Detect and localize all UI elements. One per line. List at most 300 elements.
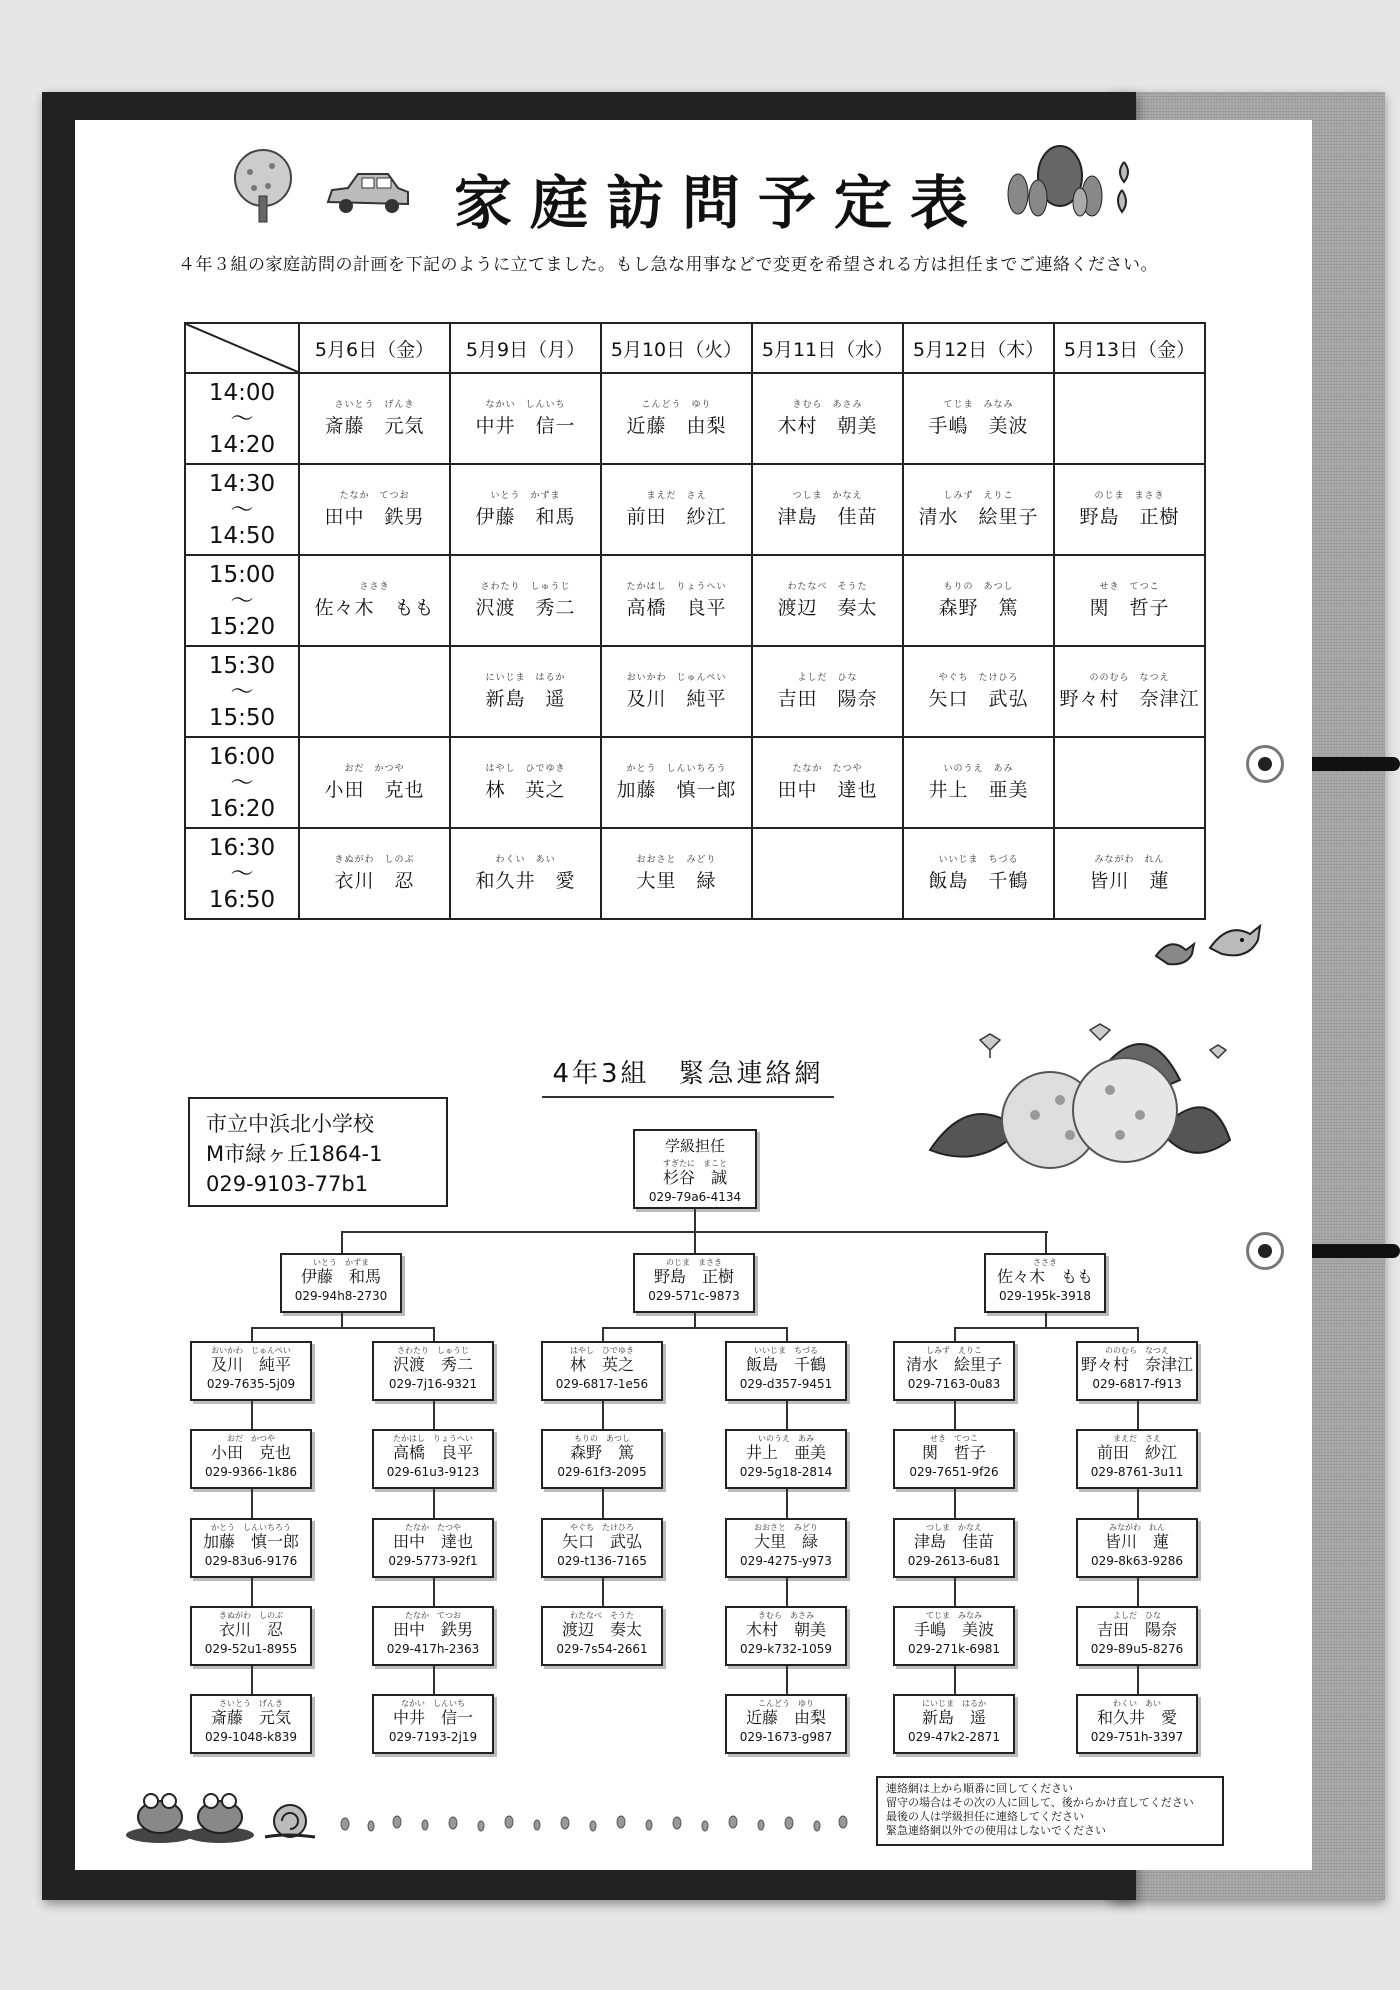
note-line: 最後の人は学級担任に連絡してください bbox=[886, 1810, 1084, 1823]
date-header: 5月11日（水） bbox=[752, 323, 903, 373]
contact-name: 伊藤 和馬 bbox=[300, 1267, 381, 1286]
contact-name: 加藤 慎一郎 bbox=[202, 1532, 299, 1551]
visit-cell bbox=[752, 646, 903, 737]
connector-line bbox=[1045, 1313, 1047, 1327]
visit-cell bbox=[752, 555, 903, 646]
contact-furigana: なかい しんいち bbox=[401, 1699, 465, 1708]
student-furigana: ささき bbox=[359, 581, 390, 592]
student-entry bbox=[777, 491, 877, 529]
contact-furigana: わたなべ そうた bbox=[570, 1611, 634, 1620]
student-entry bbox=[777, 582, 877, 620]
connector-line bbox=[786, 1489, 788, 1518]
contact-name: 渡辺 奏太 bbox=[561, 1620, 642, 1639]
contact-furigana: つしま かなえ bbox=[926, 1523, 982, 1532]
note-line: 連絡網は上から順番に回してください bbox=[886, 1782, 1073, 1795]
contact-name: 沢渡 秀二 bbox=[392, 1355, 473, 1374]
student-entry bbox=[324, 491, 424, 529]
contact-card bbox=[893, 1518, 1015, 1578]
contact-name: 衣川 忍 bbox=[218, 1620, 283, 1639]
contact-phone: 029-47k2-2871 bbox=[908, 1730, 1000, 1744]
binder-ring-top bbox=[1246, 745, 1284, 783]
visit-cell bbox=[752, 828, 903, 919]
time-slot bbox=[185, 828, 299, 919]
contact-furigana: せき てつこ bbox=[930, 1434, 978, 1443]
contact-phone: 029-6817-1e56 bbox=[555, 1377, 649, 1391]
visit-cell bbox=[450, 646, 601, 737]
frogs-snail-icon bbox=[125, 1765, 325, 1845]
contact-phone: 029-4275-y973 bbox=[740, 1554, 832, 1568]
student-furigana: つしま かなえ bbox=[792, 490, 863, 501]
time-slot-row bbox=[185, 373, 1205, 464]
student-entry bbox=[1089, 855, 1169, 893]
contact-name: 前田 紗江 bbox=[1096, 1443, 1177, 1462]
contact-furigana: てじま みなみ bbox=[926, 1611, 982, 1620]
connector-line bbox=[1137, 1578, 1139, 1606]
student-furigana: きむら あさみ bbox=[792, 399, 863, 410]
student-furigana: さわたり しゅうじ bbox=[480, 581, 571, 592]
forest-icon bbox=[1000, 142, 1140, 226]
contact-card bbox=[725, 1694, 847, 1754]
contact-phone: 029-94h8-2730 bbox=[294, 1289, 388, 1303]
contact-card bbox=[280, 1253, 402, 1313]
contact-card bbox=[541, 1429, 663, 1489]
visit-cell bbox=[601, 737, 752, 828]
date-header: 5月6日（金） bbox=[299, 323, 450, 373]
contact-card bbox=[541, 1341, 663, 1401]
student-entry bbox=[324, 400, 424, 438]
contact-card bbox=[541, 1606, 663, 1666]
student-entry bbox=[777, 764, 877, 802]
contact-card bbox=[190, 1341, 312, 1401]
contact-card bbox=[1076, 1518, 1198, 1578]
contact-phone: 029-751h-3397 bbox=[1090, 1730, 1184, 1744]
network-title: 4年3組 緊急連絡網 bbox=[542, 1053, 834, 1098]
visit-cell bbox=[752, 737, 903, 828]
time-end: 16:50 bbox=[208, 886, 276, 913]
contact-phone: 029-t136-7165 bbox=[557, 1554, 647, 1568]
contact-phone: 029-7163-0u83 bbox=[907, 1377, 1001, 1391]
connector-line bbox=[954, 1666, 956, 1694]
time-tilde: ～ bbox=[230, 496, 254, 523]
student-furigana: おだ かつや bbox=[344, 763, 405, 774]
student-entry bbox=[314, 582, 434, 620]
student-entry bbox=[334, 855, 414, 893]
connector-line bbox=[1137, 1666, 1139, 1694]
contact-phone: 029-5g18-2814 bbox=[739, 1465, 833, 1479]
connector-line bbox=[786, 1666, 788, 1694]
contact-furigana: こんどう ゆり bbox=[758, 1699, 814, 1708]
student-furigana: にいじま はるか bbox=[485, 672, 566, 683]
student-entry bbox=[485, 673, 565, 711]
student-name: 手嶋 美波 bbox=[928, 414, 1029, 437]
contact-card bbox=[1076, 1429, 1198, 1489]
contact-phone: 029-5773-92f1 bbox=[388, 1554, 478, 1568]
student-name: 衣川 忍 bbox=[334, 869, 415, 892]
time-slot-row bbox=[185, 555, 1205, 646]
visit-cell bbox=[752, 373, 903, 464]
contact-furigana: すぎたに まこと bbox=[663, 1159, 727, 1168]
student-entry bbox=[938, 582, 1018, 620]
contact-furigana: よしだ ひな bbox=[1113, 1611, 1161, 1620]
time-start: 16:00 bbox=[208, 743, 276, 770]
school-address: M市緑ヶ丘1864-1 bbox=[206, 1142, 383, 1166]
student-entry bbox=[928, 400, 1028, 438]
date-header-row bbox=[185, 323, 1205, 373]
contact-card bbox=[541, 1518, 663, 1578]
student-entry bbox=[626, 582, 726, 620]
student-entry bbox=[475, 400, 575, 438]
student-name: 沢渡 秀二 bbox=[475, 596, 576, 619]
contact-phone: 029-d357-9451 bbox=[739, 1377, 833, 1391]
contact-card bbox=[372, 1429, 494, 1489]
time-slot bbox=[185, 373, 299, 464]
contact-name: 佐々木 もも bbox=[996, 1267, 1093, 1286]
student-entry bbox=[626, 491, 726, 529]
time-tilde: ～ bbox=[230, 769, 254, 796]
connector-line bbox=[1137, 1327, 1139, 1341]
contact-furigana: はやし ひでゆき bbox=[570, 1346, 634, 1355]
time-end: 16:20 bbox=[208, 795, 276, 822]
visit-cell bbox=[450, 737, 601, 828]
connector-line bbox=[602, 1401, 604, 1429]
contact-phone: 029-61u3-9123 bbox=[386, 1465, 480, 1479]
connector-line bbox=[251, 1327, 435, 1329]
contact-phone: 029-9366-1k86 bbox=[205, 1465, 297, 1479]
connector-line bbox=[602, 1327, 604, 1341]
contact-furigana: にいじま はるか bbox=[922, 1699, 986, 1708]
visit-cell bbox=[601, 646, 752, 737]
time-slot bbox=[185, 737, 299, 828]
student-name: 津島 佳苗 bbox=[777, 505, 878, 528]
student-furigana: たかはし りょうへい bbox=[626, 581, 727, 592]
student-name: 小田 克也 bbox=[324, 778, 425, 801]
contact-card bbox=[372, 1518, 494, 1578]
contact-furigana: かとう しんいちろう bbox=[211, 1523, 291, 1532]
visit-cell bbox=[1054, 828, 1205, 919]
visit-schedule-table bbox=[184, 322, 1206, 920]
time-slot-row bbox=[185, 464, 1205, 555]
contact-name: 森野 篤 bbox=[569, 1443, 634, 1462]
connector-line bbox=[1137, 1489, 1139, 1518]
visit-cell bbox=[450, 555, 601, 646]
visit-cell bbox=[299, 555, 450, 646]
connector-line bbox=[786, 1578, 788, 1606]
connector-line bbox=[786, 1327, 788, 1341]
tree-icon bbox=[228, 148, 298, 226]
contact-name: 近藤 由梨 bbox=[745, 1708, 826, 1727]
visit-cell bbox=[299, 464, 450, 555]
school-name: 市立中浜北小学校 bbox=[206, 1112, 374, 1136]
connector-line bbox=[1137, 1401, 1139, 1429]
connector-line bbox=[602, 1578, 604, 1606]
contact-furigana: たなか てつお bbox=[405, 1611, 461, 1620]
student-furigana: なかい しんいち bbox=[485, 399, 566, 410]
corner-diagonal bbox=[186, 324, 298, 372]
student-furigana: まえだ さえ bbox=[646, 490, 707, 501]
connector-line bbox=[433, 1489, 435, 1518]
student-name: 田中 達也 bbox=[777, 778, 878, 801]
contact-phone: 029-7635-5j09 bbox=[206, 1377, 296, 1391]
connector-line bbox=[954, 1327, 1139, 1329]
corner-cell bbox=[185, 323, 299, 373]
date-header: 5月10日（火） bbox=[601, 323, 752, 373]
student-furigana: かとう しんいちろう bbox=[626, 763, 727, 774]
contact-card bbox=[190, 1518, 312, 1578]
contact-furigana: ののむら なつえ bbox=[1105, 1346, 1169, 1355]
connector-line bbox=[694, 1313, 696, 1327]
contact-name: 清水 絵里子 bbox=[905, 1355, 1002, 1374]
connector-line bbox=[251, 1327, 253, 1341]
visit-cell bbox=[903, 646, 1054, 737]
connector-line bbox=[251, 1489, 253, 1518]
contact-card bbox=[725, 1341, 847, 1401]
contact-card bbox=[372, 1341, 494, 1401]
time-tilde: ～ bbox=[230, 860, 254, 887]
student-entry bbox=[928, 673, 1028, 711]
student-name: 佐々木 もも bbox=[314, 596, 435, 619]
student-name: 中井 信一 bbox=[475, 414, 576, 437]
visit-cell bbox=[299, 737, 450, 828]
student-furigana: みながわ れん bbox=[1094, 854, 1165, 865]
hydrangea-icon bbox=[910, 1020, 1240, 1200]
contact-phone: 029-7651-9f26 bbox=[909, 1465, 999, 1479]
student-furigana: わたなべ そうた bbox=[787, 581, 868, 592]
student-entry bbox=[928, 855, 1028, 893]
connector-line bbox=[786, 1401, 788, 1429]
student-entry bbox=[777, 400, 877, 438]
contact-card bbox=[984, 1253, 1106, 1313]
contact-name: 斎藤 元気 bbox=[210, 1708, 291, 1727]
student-name: 大里 緑 bbox=[636, 869, 717, 892]
student-name: 吉田 陽奈 bbox=[777, 687, 878, 710]
student-name: 清水 絵里子 bbox=[918, 505, 1039, 528]
contact-card bbox=[633, 1253, 755, 1313]
time-start: 16:30 bbox=[208, 834, 276, 861]
contact-role: 学級担任 bbox=[664, 1137, 725, 1155]
contact-card bbox=[1076, 1606, 1198, 1666]
visit-cell bbox=[450, 373, 601, 464]
student-entry bbox=[1089, 582, 1169, 620]
contact-furigana: みながわ れん bbox=[1109, 1523, 1165, 1532]
contact-card bbox=[893, 1429, 1015, 1489]
contact-name: 野々村 奈津江 bbox=[1080, 1355, 1193, 1374]
contact-name: 杉谷 誠 bbox=[662, 1168, 727, 1187]
connector-line bbox=[433, 1401, 435, 1429]
visit-cell bbox=[903, 737, 1054, 828]
contact-furigana: まえだ さえ bbox=[1113, 1434, 1161, 1443]
connector-line bbox=[1045, 1231, 1047, 1253]
student-name: 伊藤 和馬 bbox=[475, 505, 576, 528]
time-tilde: ～ bbox=[230, 678, 254, 705]
date-header: 5月12日（木） bbox=[903, 323, 1054, 373]
connector-line bbox=[954, 1327, 956, 1341]
student-furigana: ののむら なつえ bbox=[1089, 672, 1170, 683]
student-name: 森野 篤 bbox=[938, 596, 1019, 619]
connector-line bbox=[433, 1578, 435, 1606]
contact-name: 野島 正樹 bbox=[653, 1267, 734, 1286]
notes-box bbox=[876, 1776, 1224, 1846]
visit-cell bbox=[1054, 373, 1205, 464]
student-furigana: よしだ ひな bbox=[797, 672, 858, 683]
student-name: 矢口 武弘 bbox=[928, 687, 1029, 710]
contact-name: 小田 克也 bbox=[210, 1443, 291, 1462]
connector-line bbox=[954, 1578, 956, 1606]
contact-furigana: さわたり しゅうじ bbox=[397, 1346, 469, 1355]
student-entry bbox=[918, 491, 1038, 529]
contact-name: 井上 亜美 bbox=[745, 1443, 826, 1462]
contact-name: 木村 朝美 bbox=[745, 1620, 826, 1639]
contact-phone: 029-7j16-9321 bbox=[388, 1377, 478, 1391]
connector-line bbox=[694, 1231, 696, 1253]
contact-furigana: さいとう げんき bbox=[219, 1699, 283, 1708]
visit-cell bbox=[1054, 737, 1205, 828]
contact-furigana: たなか たつや bbox=[405, 1523, 461, 1532]
student-furigana: わくい あい bbox=[495, 854, 556, 865]
student-furigana: もりの あつし bbox=[943, 581, 1014, 592]
student-name: 加藤 慎一郎 bbox=[616, 778, 737, 801]
visit-cell bbox=[299, 373, 450, 464]
contact-furigana: いいじま ちづる bbox=[754, 1346, 818, 1355]
time-end: 15:20 bbox=[208, 613, 276, 640]
contact-furigana: しみず えりこ bbox=[926, 1346, 982, 1355]
visit-cell bbox=[1054, 555, 1205, 646]
student-name: 及川 純平 bbox=[626, 687, 727, 710]
birds-icon bbox=[1150, 920, 1270, 976]
contact-card bbox=[372, 1694, 494, 1754]
time-tilde: ～ bbox=[230, 587, 254, 614]
contact-phone: 029-83u6-9176 bbox=[204, 1554, 298, 1568]
student-entry bbox=[475, 582, 575, 620]
contact-card bbox=[725, 1429, 847, 1489]
visit-cell bbox=[601, 373, 752, 464]
contact-phone: 029-571c-9873 bbox=[648, 1289, 740, 1303]
contact-furigana: のじま まさき bbox=[666, 1258, 722, 1267]
contact-card bbox=[725, 1606, 847, 1666]
contact-card bbox=[1076, 1694, 1198, 1754]
contact-card bbox=[190, 1606, 312, 1666]
visit-cell bbox=[450, 464, 601, 555]
connector-line bbox=[602, 1489, 604, 1518]
contact-phone: 029-2613-6u81 bbox=[907, 1554, 1001, 1568]
time-end: 15:50 bbox=[208, 704, 276, 731]
student-entry bbox=[1079, 491, 1179, 529]
contact-card bbox=[633, 1129, 757, 1209]
time-end: 14:20 bbox=[208, 431, 276, 458]
contact-furigana: もりの あつし bbox=[574, 1434, 630, 1443]
car-icon bbox=[322, 168, 412, 216]
time-slot bbox=[185, 646, 299, 737]
contact-name: 矢口 武弘 bbox=[561, 1532, 642, 1551]
student-name: 林 英之 bbox=[485, 778, 566, 801]
contact-furigana: いとう かずま bbox=[313, 1258, 369, 1267]
contact-card bbox=[893, 1606, 1015, 1666]
contact-name: 大里 緑 bbox=[753, 1532, 818, 1551]
contact-name: 田中 達也 bbox=[392, 1532, 473, 1551]
visit-cell bbox=[903, 828, 1054, 919]
visit-cell bbox=[903, 464, 1054, 555]
binder-ring-bottom bbox=[1246, 1232, 1284, 1270]
time-tilde: ～ bbox=[230, 405, 254, 432]
visit-cell bbox=[1054, 646, 1205, 737]
visit-cell bbox=[752, 464, 903, 555]
contact-name: 林 英之 bbox=[569, 1355, 634, 1374]
connector-line bbox=[954, 1401, 956, 1429]
student-name: 田中 鉄男 bbox=[324, 505, 425, 528]
connector-line bbox=[341, 1313, 343, 1327]
contact-name: 手嶋 美波 bbox=[913, 1620, 994, 1639]
petal-border-icon bbox=[335, 1812, 855, 1836]
contact-phone: 029-8k63-9286 bbox=[1091, 1554, 1183, 1568]
contact-furigana: きむら あさみ bbox=[758, 1611, 814, 1620]
date-header: 5月9日（月） bbox=[450, 323, 601, 373]
contact-phone: 029-89u5-8276 bbox=[1090, 1642, 1184, 1656]
student-entry bbox=[636, 855, 716, 893]
student-furigana: さいとう げんき bbox=[334, 399, 415, 410]
contact-furigana: ささき bbox=[1033, 1258, 1057, 1267]
contact-furigana: おだ かつや bbox=[227, 1434, 275, 1443]
student-entry bbox=[928, 764, 1028, 802]
student-name: 渡辺 奏太 bbox=[777, 596, 878, 619]
student-furigana: やぐち たけひろ bbox=[938, 672, 1019, 683]
student-furigana: いいじま ちづる bbox=[938, 854, 1019, 865]
contact-name: 中井 信一 bbox=[392, 1708, 473, 1727]
contact-phone: 029-52u1-8955 bbox=[204, 1642, 298, 1656]
visit-cell bbox=[903, 555, 1054, 646]
school-phone: 029-9103-77b1 bbox=[206, 1172, 369, 1196]
student-entry bbox=[1059, 673, 1199, 711]
contact-furigana: わくい あい bbox=[1113, 1699, 1161, 1708]
intro-text: ４年３組の家庭訪問の計画を下記のように立てました。もし急な用事などで変更を希望される方は担任までご連絡ください。 bbox=[178, 255, 1158, 275]
contact-phone: 029-271k-6981 bbox=[908, 1642, 1000, 1656]
time-start: 14:00 bbox=[208, 379, 276, 406]
student-furigana: はやし ひでゆき bbox=[485, 763, 566, 774]
contact-phone: 029-1673-g987 bbox=[739, 1730, 833, 1744]
student-furigana: おおさと みどり bbox=[636, 854, 717, 865]
student-furigana: いのうえ あみ bbox=[943, 763, 1014, 774]
student-name: 飯島 千鶴 bbox=[928, 869, 1029, 892]
contact-card bbox=[372, 1606, 494, 1666]
contact-phone: 029-7s54-2661 bbox=[556, 1642, 648, 1656]
contact-phone: 029-417h-2363 bbox=[386, 1642, 480, 1656]
visit-cell bbox=[601, 828, 752, 919]
contact-furigana: きぬがわ しのぶ bbox=[219, 1611, 283, 1620]
time-slot bbox=[185, 555, 299, 646]
contact-phone: 029-1048-k839 bbox=[205, 1730, 297, 1744]
student-entry bbox=[626, 400, 726, 438]
student-name: 野々村 奈津江 bbox=[1059, 687, 1200, 710]
contact-card bbox=[190, 1694, 312, 1754]
contact-phone: 029-195k-3918 bbox=[999, 1289, 1091, 1303]
student-entry bbox=[616, 764, 736, 802]
connector-line bbox=[251, 1401, 253, 1429]
student-entry bbox=[485, 764, 565, 802]
contact-furigana: おいかわ じゅんぺい bbox=[211, 1346, 291, 1355]
contact-name: 飯島 千鶴 bbox=[745, 1355, 826, 1374]
connector-line bbox=[694, 1209, 696, 1231]
student-furigana: せき てつこ bbox=[1099, 581, 1160, 592]
time-start: 15:30 bbox=[208, 652, 276, 679]
student-name: 斎藤 元気 bbox=[324, 414, 425, 437]
visit-cell bbox=[299, 828, 450, 919]
contact-name: 高橋 良平 bbox=[392, 1443, 473, 1462]
student-entry bbox=[475, 491, 575, 529]
student-name: 和久井 愛 bbox=[475, 869, 576, 892]
student-furigana: こんどう ゆり bbox=[641, 399, 712, 410]
visit-cell bbox=[903, 373, 1054, 464]
contact-phone: 029-8761-3u11 bbox=[1090, 1465, 1184, 1479]
connector-line bbox=[251, 1666, 253, 1694]
student-entry bbox=[626, 673, 726, 711]
